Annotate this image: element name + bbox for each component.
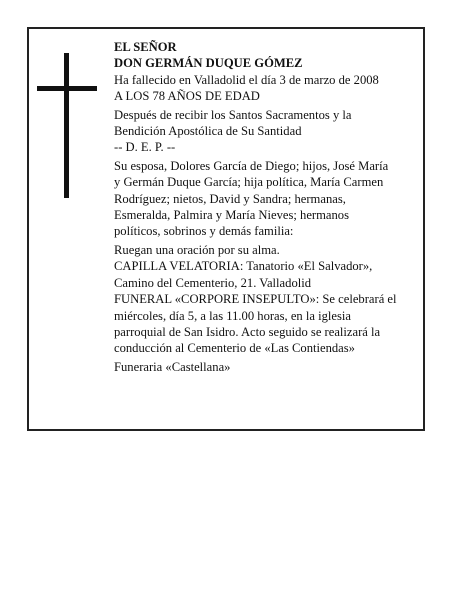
- cross-horizontal-bar: [37, 86, 97, 91]
- sacraments-line-1: Después de recibir los Santos Sacramentos y la: [114, 107, 352, 122]
- family-line-3: Rodríguez; nietos, David y Sandra; hermanas,: [114, 191, 346, 206]
- chapel-line-2: Camino del Cementerio, 21. Valladolid: [114, 275, 312, 290]
- family-line-1: Su esposa, Dolores García de Diego; hijos, José María: [114, 158, 389, 173]
- dep-line: -- D. E. P. --: [114, 140, 176, 155]
- family-line-4: Esmeralda, Palmira y María Nieves; hermanos: [114, 208, 350, 223]
- funeral-line-3: parroquial de San Isidro. Acto seguido se realizará la: [114, 324, 381, 339]
- cross-icon: [37, 53, 97, 198]
- deceased-name: DON GERMÁN DUQUE GÓMEZ: [114, 56, 303, 71]
- obituary-text: [114, 39, 424, 375]
- funeral-line-2: miércoles, día 5, a las 11.00 horas, en la iglesia: [114, 308, 351, 323]
- death-notice: Ha fallecido en Valladolid el día 3 de marzo de 2008: [114, 72, 379, 87]
- age-line: A LOS 78 AÑOS DE EDAD: [114, 89, 260, 104]
- chapel-line-1: CAPILLA VELATORIA: Tanatorio «El Salvador»,: [114, 259, 373, 274]
- family-line-5: políticos, sobrinos y demás familia:: [114, 224, 294, 239]
- funeral-line-1: FUNERAL «CORPORE INSEPULTO»: Se celebrará el: [114, 292, 397, 307]
- funeral-line-4: conducción al Cementerio de «Las Contiendas»: [114, 341, 355, 356]
- funeral-home: Funeraria «Castellana»: [114, 359, 231, 374]
- sacraments-line-2: Bendición Apostólica de Su Santidad: [114, 124, 302, 139]
- honorific: EL SEÑOR: [114, 40, 177, 54]
- family-line-2: y Germán Duque García; hija política, María Carmen: [114, 175, 384, 190]
- prayer-line: Ruegan una oración por su alma.: [114, 242, 280, 257]
- cross-vertical-bar: [64, 53, 69, 198]
